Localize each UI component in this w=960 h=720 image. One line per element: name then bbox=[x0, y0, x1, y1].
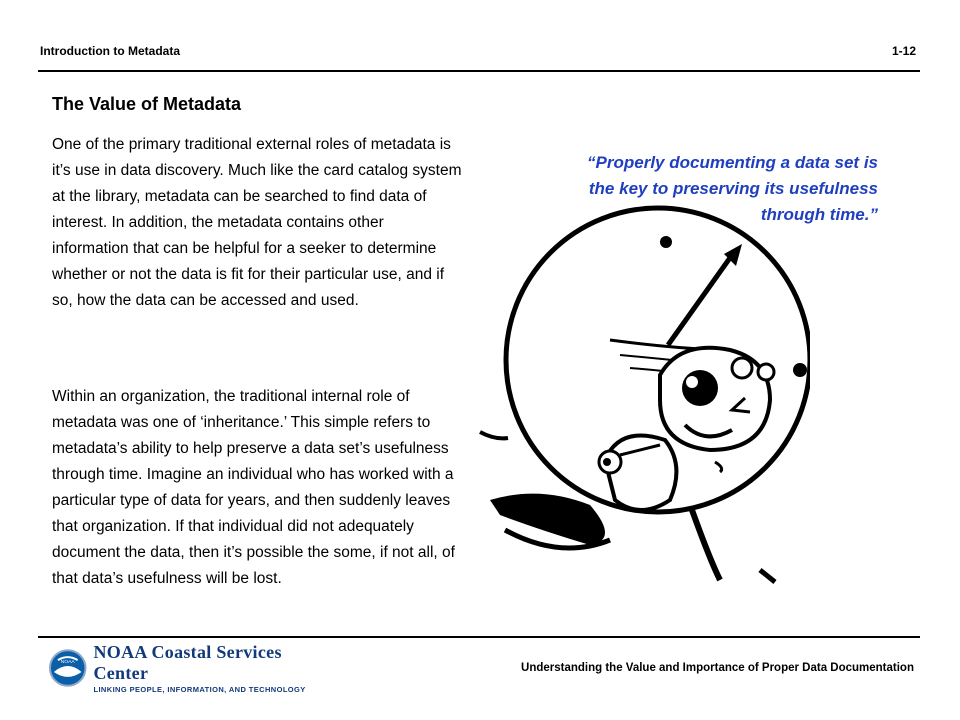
noaa-emblem-icon bbox=[48, 648, 87, 688]
running-clock-illustration bbox=[470, 200, 810, 600]
page-number: 1-12 bbox=[891, 44, 916, 58]
paragraph-2: Within an organization, the traditional internal role of metadata was one of ‘inheritance.’ This simple refers to metadata’s ability to help preserve a data set’s usefulness through time. Imagine an individual who has worked with a particular type of data for years, and then suddenly leaves that organization. If that individual did not adequately document the data, then it’s possible the some, if not all, of that data’s usefulness will be lost. bbox=[52, 388, 455, 587]
noaa-logo bbox=[48, 642, 338, 694]
header-divider bbox=[38, 70, 920, 72]
footer-divider bbox=[38, 636, 920, 638]
paragraph-1: One of the primary traditional external roles of metadata is it’s use in data discovery. Much like the card catalog system at the library, metadata can be searched to find data of interest. In addition, the metadata contains other information that can be helpful for a seeker to determine whether or not the data is fit for their particular use, and if so, how the data can be accessed and used. bbox=[52, 136, 462, 309]
pull-quote: “Properly documenting a data set is the key to preserving its usefulness through time.” bbox=[587, 153, 878, 224]
header-title: Introduction to Metadata bbox=[40, 44, 180, 58]
noaa-badge-text: NOAA bbox=[60, 660, 75, 666]
logo-name: NOAA Coastal Services Center bbox=[93, 642, 282, 683]
course-title: Understanding the Value and Importance of Proper Data Documentation bbox=[521, 662, 914, 674]
section-title: The Value of Metadata bbox=[52, 94, 242, 114]
logo-tagline: LINKING PEOPLE, INFORMATION, AND TECHNOLOGY bbox=[93, 685, 306, 694]
